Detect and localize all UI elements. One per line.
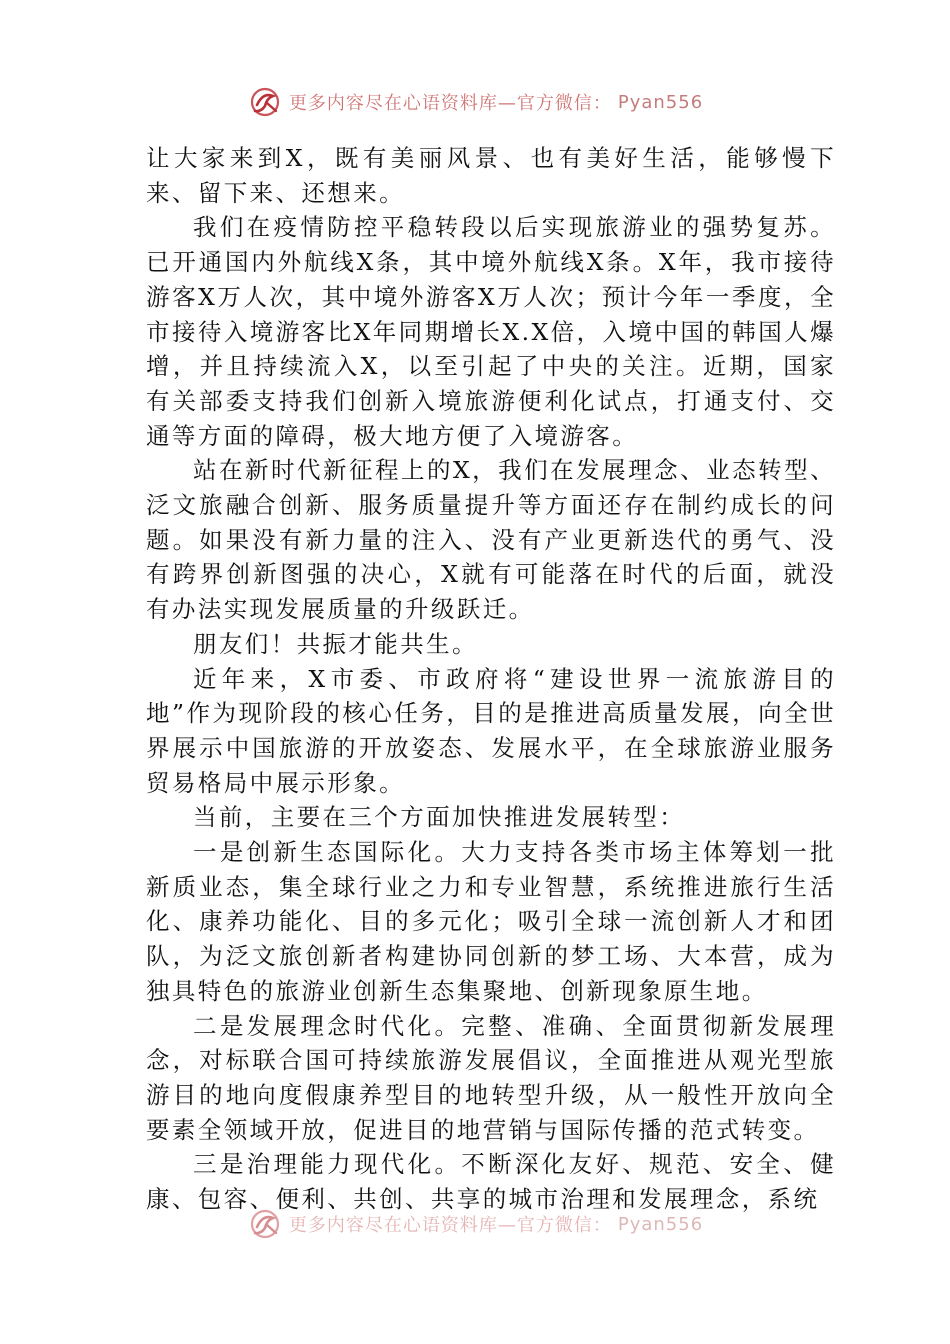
watermark-wechat-id: Pyan556 <box>617 91 704 113</box>
paragraph: 我们在疫情防控平稳转段以后实现旅游业的强势复苏。已开通国内外航线X条，其中境外航线X条。X年，我市接待游客X万人次，其中境外游客X万人次；预计今年一季度，全市接待入境游客比X年同期增长X.X倍，入境中国的韩国人爆增，并且持续流入X，以至引起了中央的关注。近期，国家有关部委支持我们创新入境旅游便利化试点，打通支付、交通等方面的障碍，极大地方便了入境游客。 <box>146 213 836 450</box>
document-body <box>146 141 836 1217</box>
paragraph: 当前，主要在三个方面加快推进发展转型： <box>193 803 686 832</box>
logo-icon <box>247 1206 283 1242</box>
watermark-footer <box>0 1206 950 1242</box>
watermark-text: 更多内容尽在心语资料库—官方微信： <box>288 1215 612 1236</box>
paragraph: 站在新时代新征程上的X，我们在发展理念、业态转型、泛文旅融合创新、服务质量提升等方面还存在制约成长的问题。如果没有新力量的注入、没有产业更新迭代的勇气、没有跨界创新图强的决心，X就有可能落在时代的后面，就没有办法实现发展质量的升级跃迁。 <box>146 456 836 624</box>
paragraph: 近年来，X市委、市政府将“建设世界一流旅游目的地”作为现阶段的核心任务，目的是推进高质量发展，向全世界展示中国旅游的开放姿态、发展水平，在全球旅游业服务贸易格局中展示形象。 <box>146 664 836 797</box>
paragraph: 一是创新生态国际化。大力支持各类市场主体筹划一批新质业态，集全球行业之力和专业智慧，系统推进旅行生活化、康养功能化、目的多元化；吸引全球一流创新人才和团队，为泛文旅创新者构建协同创新的梦工场、大本营，成为独具特色的旅游业创新生态集聚地、创新现象原生地。 <box>146 838 836 1005</box>
logo-icon <box>247 84 283 120</box>
paragraph: 朋友们！共振才能共生。 <box>193 629 478 658</box>
watermark-header <box>0 84 950 120</box>
watermark-text: 更多内容尽在心语资料库—官方微信： <box>288 93 612 114</box>
paragraph: 三是治理能力现代化。不断深化友好、规范、安全、健康、包容、便利、共创、共享的城市治理和发展理念，系统 <box>146 1150 836 1214</box>
paragraph: 二是发展理念时代化。完整、准确、全面贯彻新发展理念，对标联合国可持续旅游发展倡议，全面推进从观光型旅游目的地向度假康养型目的地转型升级，从一般性开放向全要素全领域开放，促进目的地营销与国际传播的范式转变。 <box>146 1011 836 1144</box>
paragraph: 让大家来到X，既有美丽风景、也有美好生活，能够慢下来、留下来、还想来。 <box>146 144 836 207</box>
watermark-wechat-id: Pyan556 <box>617 1213 704 1235</box>
